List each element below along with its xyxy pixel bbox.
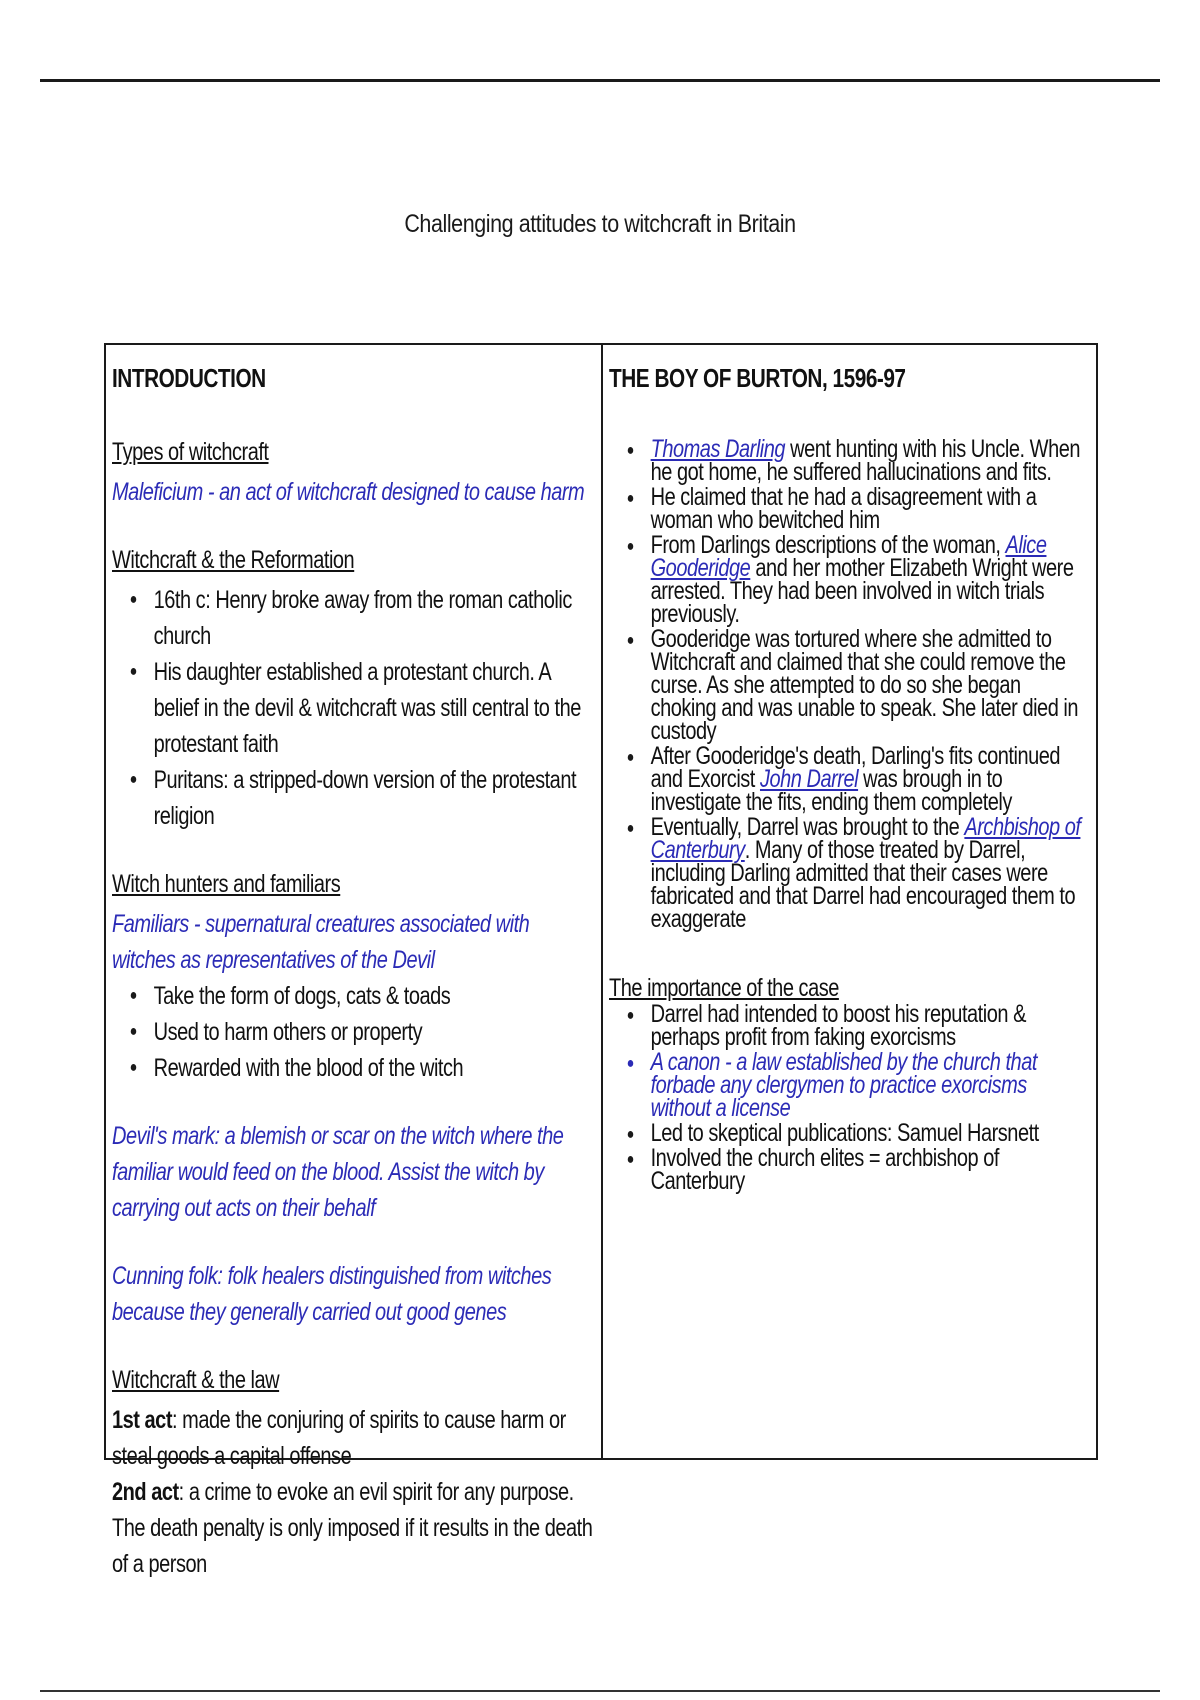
list-item: ● Involved the church elites = archbishop of Canterbury [651, 1147, 1090, 1193]
list-item: ● Used to harm others or property [154, 1014, 595, 1050]
first-act-label: 1st act [112, 1406, 173, 1434]
importance-heading: The importance of the case [609, 974, 839, 1002]
list-item: ● 16th c: Henry broke away from the roman catholic church [154, 582, 595, 654]
notes-table [104, 343, 1098, 1578]
list-item: ● Rewarded with the blood of the witch [154, 1050, 595, 1086]
list-item: ● Puritans: a stripped-down version of the protestant religion [154, 762, 595, 834]
john-darrel-name: John Darrel [759, 765, 859, 793]
top-rule [40, 79, 1160, 82]
list-item: ● His daughter established a protestant church. A belief in the devil & witchcraft was still central to the protestant faith [154, 654, 595, 762]
list-item: ● Eventually, Darrel was brought to the Archbishop of Canterbury. Many of those treated by Darrel, including Darling admitted that their cases were fabricated and that Darrel had encouraged them to exaggerate [651, 816, 1090, 931]
list-item: ● Gooderidge was tortured where she admitted to Witchcraft and claimed that she could remove the curse. As she attempted to do so she began choking and was unable to speak. She later died in custody [651, 628, 1090, 743]
boy-of-burton-column [603, 345, 1096, 1458]
archbishop-name: Archbishop of Canterbury [650, 813, 1081, 864]
importance-list [609, 1000, 1090, 1195]
reformation-list [112, 582, 595, 834]
first-act-text: : made the conjuring of spirits to cause harm or steal goods a capital offense [112, 1406, 566, 1470]
hunters-heading: Witch hunters and familiars [112, 870, 341, 898]
burton-list [609, 435, 1090, 933]
second-act-label: 2nd act [112, 1478, 179, 1506]
types-heading: Types of witchcraft [112, 438, 269, 466]
maleficium-definition: Maleficium - an act of witchcraft designed to cause harm [112, 478, 585, 506]
familiars-definition: Familiars - supernatural creatures associated with witches as representatives of the Devil [112, 910, 530, 974]
list-item: ● Take the form of dogs, cats & toads [154, 978, 595, 1014]
second-act [112, 1474, 595, 1582]
introduction-heading: INTRODUCTION [112, 363, 266, 393]
familiars-list [112, 978, 595, 1086]
alice-gooderidge-name: Alice Gooderidge [650, 531, 1047, 582]
introduction-column [106, 345, 603, 1578]
thomas-darling-name: Thomas Darling [650, 435, 786, 463]
reformation-heading: Witchcraft & the Reformation [112, 546, 355, 574]
list-item: ● Thomas Darling went hunting with his Uncle. When he got home, he suffered hallucinations and fits. [651, 438, 1090, 484]
cunning-folk-definition: Cunning folk: folk healers distinguished from witches because they generally carried out good genes [112, 1262, 552, 1326]
devils-mark-definition: Devil's mark: a blemish or scar on the witch where the familiar would feed on the blood. Assist the witch by carrying out acts on their behalf [112, 1122, 564, 1222]
list-item: ● From Darlings descriptions of the woman, Alice Gooderidge and her mother Elizabeth Wright were arrested. They had been involved in witch trials previously. [651, 534, 1090, 626]
second-act-text: : a crime to evoke an evil spirit for any purpose. The death penalty is only imposed if it results in the death of a person [112, 1478, 593, 1578]
list-item: ● Darrel had intended to boost his reputation & perhaps profit from faking exorcisms [651, 1003, 1090, 1049]
list-item: ● A canon - a law established by the church that forbade any clergymen to practice exorcisms without a license [651, 1051, 1090, 1120]
document-title: Challenging attitudes to witchcraft in Britain [404, 210, 796, 238]
list-item: ● He claimed that he had a disagreement with a woman who bewitched him [651, 486, 1090, 532]
list-item: ● Led to skeptical publications: Samuel Harsnett [651, 1122, 1090, 1145]
list-item: ● After Gooderidge's death, Darling's fits continued and Exorcist John Darrel was brough in to investigate the fits, ending them completely [651, 745, 1090, 814]
law-heading: Witchcraft & the law [112, 1366, 280, 1394]
boy-of-burton-heading: THE BOY OF BURTON, 1596-97 [609, 363, 906, 393]
first-act [112, 1402, 595, 1474]
bottom-rule [40, 1690, 1160, 1692]
